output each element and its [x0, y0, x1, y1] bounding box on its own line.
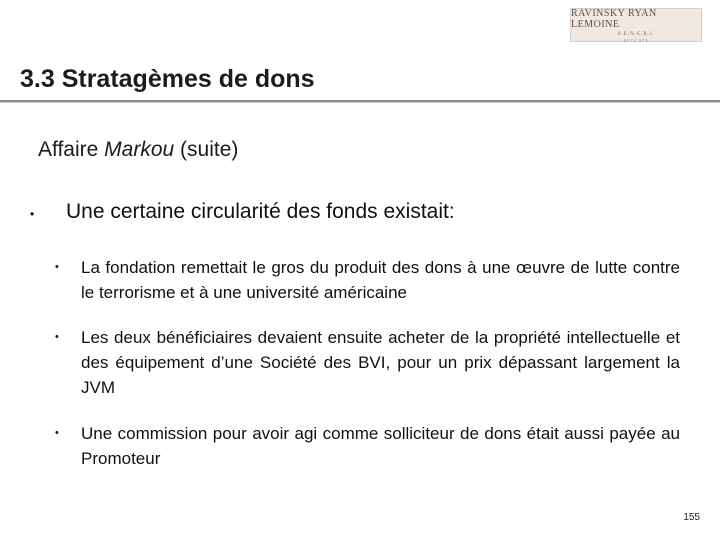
logo-firm-type: S.E.N.C.R.L [617, 31, 655, 37]
sub-bullet-item [55, 255, 680, 305]
firm-logo [570, 8, 702, 42]
logo-firm-tagline: AVOCATS [623, 37, 649, 43]
subtitle-prefix: Affaire [38, 138, 105, 161]
title-divider-shadow [0, 102, 720, 103]
logo-firm-name: RAVINSKY RYAN LEMOINE [571, 7, 657, 30]
subtitle-case-name: Markou [104, 138, 175, 161]
bullet-icon: • [55, 331, 59, 343]
sub-bullet-item [55, 325, 680, 400]
sub-bullet-text: Une commission pour avoir agi comme solliciteur de dons était aussi payée au Promoteur [81, 424, 680, 468]
bullet-icon: • [55, 261, 59, 273]
subtitle-suffix: (suite) [174, 138, 239, 161]
bullet-icon: • [30, 207, 35, 221]
sub-bullet-text: La fondation remettait le gros du produit des dons à une œuvre de lutte contre le terrorisme et à une université américaine [81, 258, 680, 302]
page-number: 155 [683, 512, 700, 523]
bullet-icon: • [55, 427, 59, 439]
main-bullet-point [30, 200, 690, 224]
main-bullet-text: Une certaine circularité des fonds existait: [66, 200, 455, 223]
slide-title: 3.3 Stratagèmes de dons [20, 65, 315, 93]
slide-subtitle [38, 138, 238, 162]
sub-bullet-item [55, 421, 680, 471]
sub-bullet-text: Les deux bénéficiaires devaient ensuite acheter de la propriété intellectuelle et des équipement d’une Société des BVI, pour un prix dépassant largement la JVM [81, 328, 680, 397]
